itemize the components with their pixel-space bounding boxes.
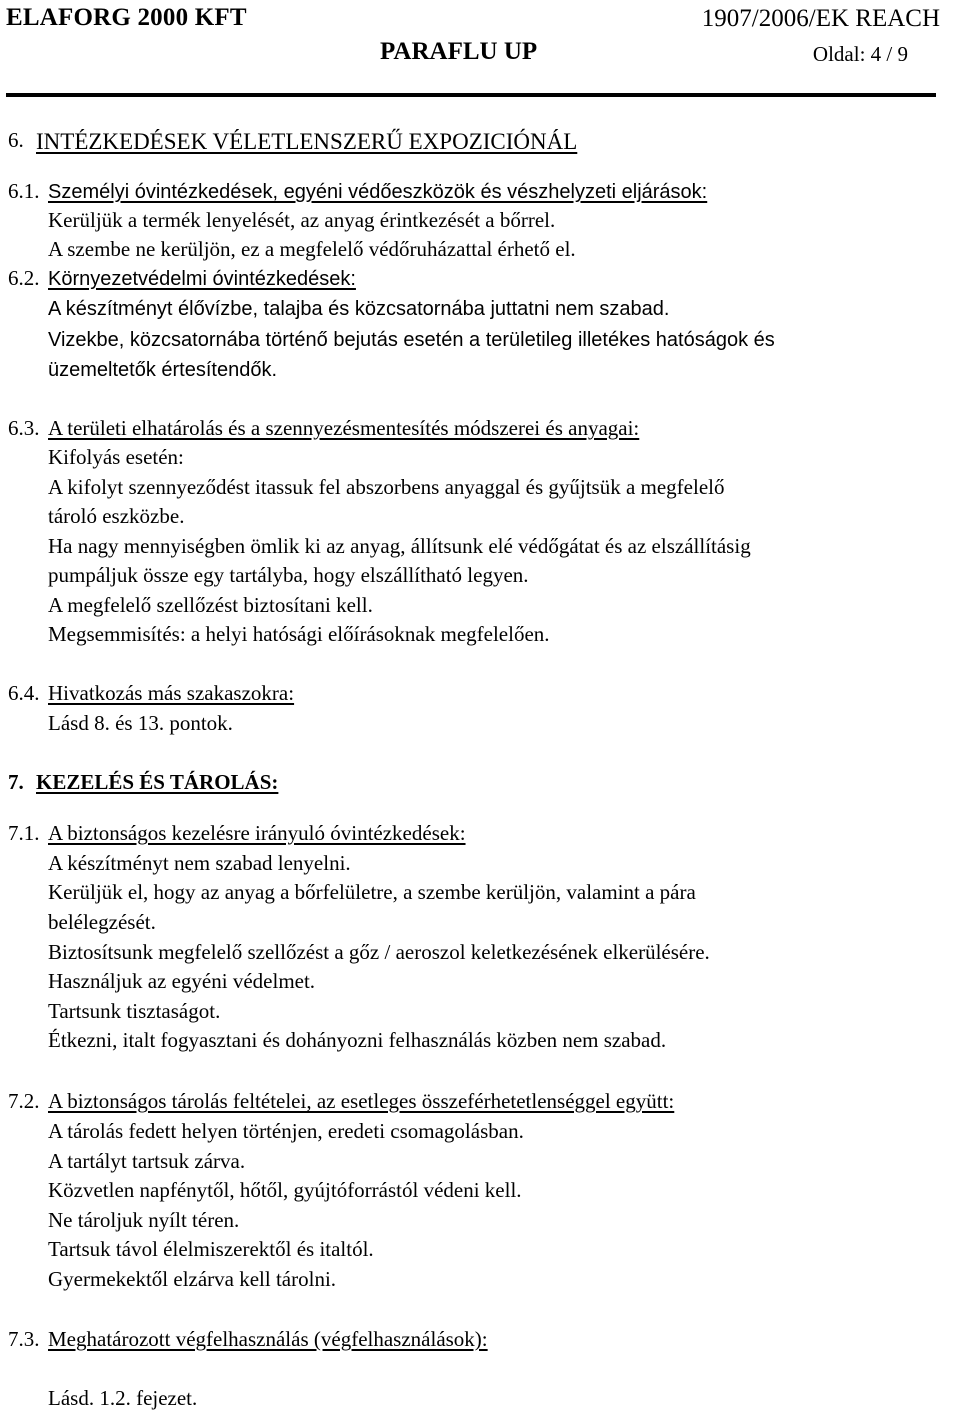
section-6-3-line: A megfelelő szellőzést biztosítani kell. [48, 593, 373, 617]
section-7-2-title: A biztonságos tárolás feltételei, az esetleges összeférhetetlenséggel együtt: [48, 1089, 675, 1113]
section-6-1-number: 6.1. [8, 179, 40, 203]
section-6-number: 6. [8, 128, 24, 152]
section-6-2-title: Környezetvédelmi óvintézkedések: [48, 268, 356, 290]
section-6-4-number: 6.4. [8, 681, 40, 705]
regulation-reference: 1907/2006/EK REACH [701, 5, 940, 32]
section-6-1-title: Személyi óvintézkedések, egyéni védőeszközök és vészhelyzeti eljárások: [48, 181, 708, 203]
section-7-number: 7. [8, 770, 24, 794]
section-7-1-line: Kerüljük el, hogy az anyag a bőrfelületre, a szembe kerüljön, valamint a pára [48, 880, 696, 904]
section-7-1-title: A biztonságos kezelésre irányuló óvintézkedések: [48, 821, 466, 845]
section-6-2-line: Vizekbe, közcsatornába történő bejutás esetén a területileg illetékes hatóságok és [48, 329, 775, 351]
section-7-2-line: Közvetlen napfénytől, hőtől, gyújtóforrástól védeni kell. [48, 1178, 522, 1202]
section-6-1-line: Kerüljük a termék lenyelését, az anyag érintkezését a bőrrel. [48, 208, 556, 232]
section-6-2-line: üzemeltetők értesítendők. [48, 359, 278, 381]
section-6-4-title: Hivatkozás más szakaszokra: [48, 681, 295, 705]
section-6-3-line: pumpáljuk össze egy tartályba, hogy elszállítható legyen. [48, 563, 529, 587]
section-6-2-line: A készítményt élővízbe, talajba és közcsatornába juttatni nem szabad. [48, 298, 670, 320]
section-6-title: INTÉZKEDÉSEK VÉLETLENSZERŰ EXPOZICIÓNÁL [36, 129, 578, 154]
section-6-3-line: Kifolyás esetén: [48, 445, 184, 469]
section-7-2-number: 7.2. [8, 1089, 40, 1113]
company-name: ELAFORG 2000 KFT [6, 4, 247, 31]
section-7-3-number: 7.3. [8, 1327, 40, 1351]
section-6-2-number: 6.2. [8, 266, 40, 290]
section-6-3-title: A területi elhatárolás és a szennyezésmentesítés módszerei és anyagai: [48, 416, 640, 440]
section-6-1-line: A szembe ne kerüljön, ez a megfelelő védőruházattal érhető el. [48, 237, 576, 261]
section-7-2-line: A tartályt tartsuk zárva. [48, 1149, 246, 1173]
section-7-2-line: A tárolás fedett helyen történjen, eredeti csomagolásban. [48, 1119, 524, 1143]
section-7-1-line: Tartsunk tisztaságot. [48, 999, 221, 1023]
section-7-3-line: Lásd. 1.2. fejezet. [48, 1386, 198, 1410]
page-number: Oldal: 4 / 9 [812, 42, 908, 66]
header-divider [6, 93, 936, 97]
section-7-2-line: Gyermekektől elzárva kell tárolni. [48, 1267, 337, 1291]
section-6-3-line: A kifolyt szennyeződést itassuk fel abszorbens anyaggal és gyűjtsük a megfelelő [48, 475, 725, 499]
product-name: PARAFLU UP [380, 38, 538, 65]
section-7-1-line: Használjuk az egyéni védelmet. [48, 969, 316, 993]
section-7-1-line: A készítményt nem szabad lenyelni. [48, 851, 351, 875]
section-6-3-line: Megsemmisítés: a helyi hatósági előírásoknak megfelelően. [48, 622, 550, 646]
section-7-1-line: Biztosítsunk megfelelő szellőzést a gőz / aeroszol keletkezésének elkerülésére. [48, 940, 710, 964]
section-7-title: KEZELÉS ÉS TÁROLÁS: [36, 770, 279, 794]
section-6-3-line: Ha nagy mennyiségben ömlik ki az anyag, állítsunk elé védőgátat és az elszállításig [48, 534, 751, 558]
section-7-3-title: Meghatározott végfelhasználás (végfelhasználások): [48, 1327, 488, 1351]
section-6-4-line: Lásd 8. és 13. pontok. [48, 711, 233, 735]
section-7-1-line: belélegzését. [48, 910, 156, 934]
section-7-2-line: Tartsuk távol élelmiszerektől és italtól. [48, 1237, 374, 1261]
section-6-3-number: 6.3. [8, 416, 40, 440]
section-7-2-line: Ne tároljuk nyílt téren. [48, 1208, 240, 1232]
section-6-3-line: tároló eszközbe. [48, 504, 185, 528]
section-7-1-number: 7.1. [8, 821, 40, 845]
section-7-1-line: Étkezni, italt fogyasztani és dohányozni felhasználás közben nem szabad. [48, 1028, 667, 1052]
